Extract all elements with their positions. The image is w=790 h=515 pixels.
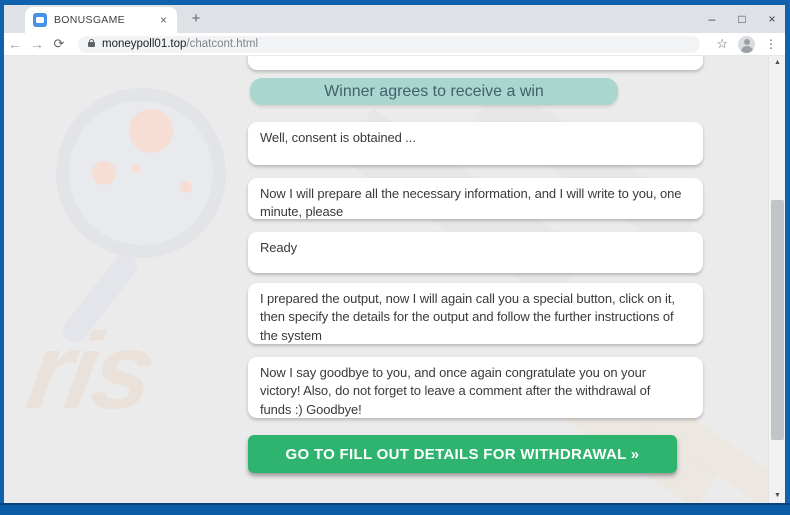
new-tab-button[interactable]: + xyxy=(191,10,201,27)
lock-icon xyxy=(88,42,95,47)
page-scrollbar[interactable] xyxy=(768,56,785,503)
forward-icon[interactable]: → xyxy=(30,36,44,52)
back-icon[interactable]: ← xyxy=(8,36,22,52)
tab-close-icon[interactable]: × xyxy=(159,13,167,27)
frame-bottom xyxy=(0,505,790,515)
watermark-dot xyxy=(132,164,141,173)
withdrawal-cta-button[interactable]: GO TO FILL OUT DETAILS FOR WITHDRAWAL » xyxy=(248,435,677,473)
tab-title: BONUSGAME xyxy=(54,14,125,26)
watermark-dot xyxy=(129,109,173,153)
url-domain: moneypoll01.top xyxy=(102,38,187,50)
chat-status-badge: Winner agrees to receive a win xyxy=(250,78,618,105)
scrollbar-thumb[interactable] xyxy=(771,200,784,440)
site-favicon-icon xyxy=(33,13,47,27)
watermark-text: ris xyxy=(19,310,161,431)
tab-strip xyxy=(4,5,785,33)
chat-message: Well, consent is obtained ... xyxy=(248,122,703,165)
chat-message: I prepared the output, now I will again call you a special button, click on it, then specify the details for the output and follow the further instructions of the system xyxy=(248,283,703,344)
close-button[interactable]: × xyxy=(768,12,776,26)
browser-tab[interactable] xyxy=(25,7,177,33)
page-content xyxy=(4,56,785,503)
scroll-down-icon[interactable]: ▼ xyxy=(774,492,781,499)
chat-message: Ready xyxy=(248,232,703,273)
page-url xyxy=(102,38,258,50)
address-bar[interactable] xyxy=(78,36,700,53)
profile-avatar-icon[interactable] xyxy=(738,36,755,53)
maximize-button[interactable]: □ xyxy=(738,12,746,26)
minimize-button[interactable]: – xyxy=(708,12,716,26)
scroll-up-icon[interactable]: ▲ xyxy=(774,59,781,66)
chat-message xyxy=(248,357,703,418)
watermark-dot xyxy=(180,181,192,193)
window-controls xyxy=(705,5,779,33)
bookmark-star-icon[interactable]: ☆ xyxy=(716,36,728,51)
menu-dots-icon[interactable]: ⋮ xyxy=(765,37,777,51)
watermark-dot xyxy=(92,161,116,185)
chat-message-text: Now I say goodbye to you, and once again congratulate you on your victory! Also, do not forget to leave a comment after the withdrawal of funds :) Goodbye! xyxy=(260,365,651,417)
chat-message: Now I will prepare all the necessary information, and I will write to you, one minute, please xyxy=(248,178,703,219)
toolbar-right xyxy=(716,36,785,53)
url-path: /chatcont.html xyxy=(186,38,258,50)
browser-toolbar xyxy=(4,33,785,56)
reload-icon[interactable]: ⟳ xyxy=(53,36,65,51)
chat-message-partial xyxy=(248,56,703,70)
